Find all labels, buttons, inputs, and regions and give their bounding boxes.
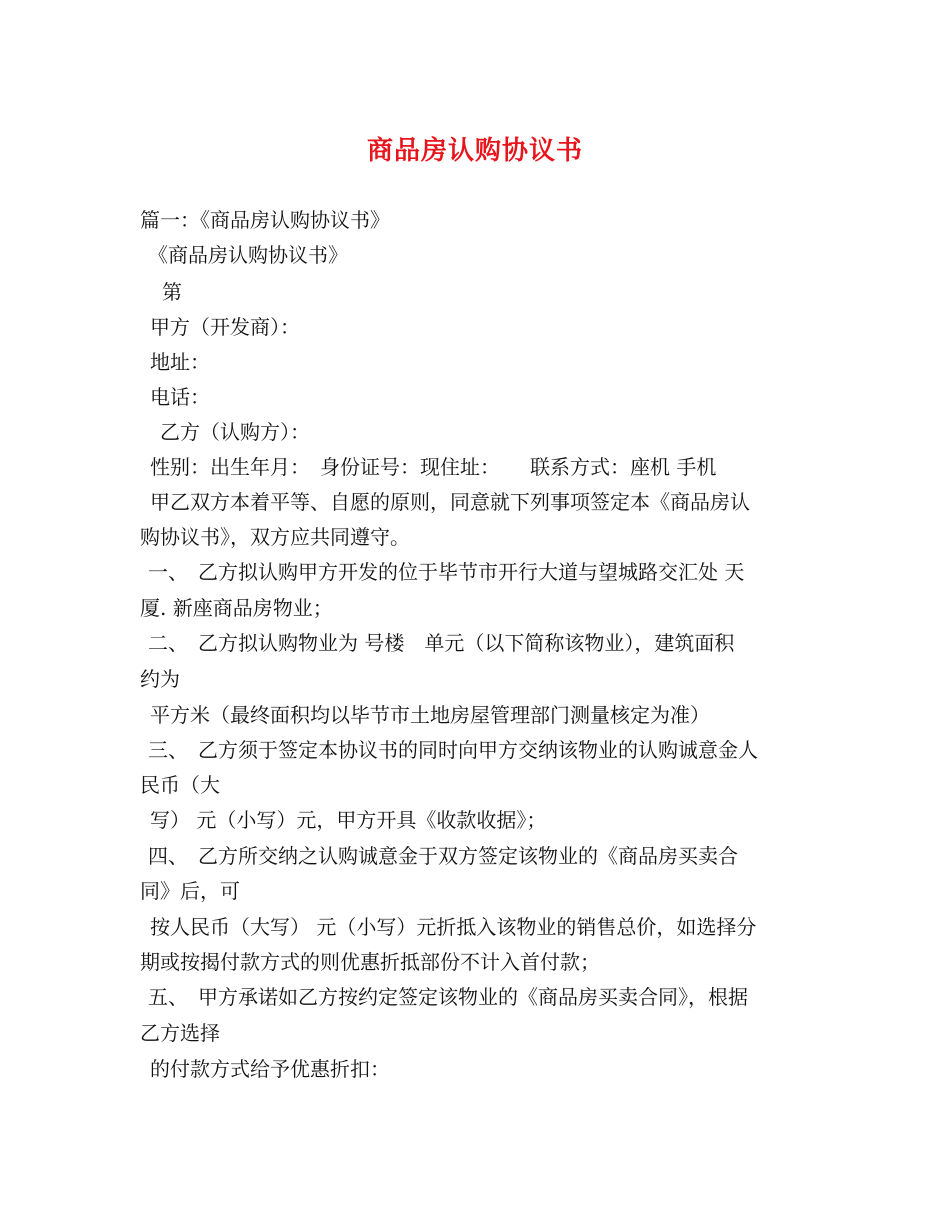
text-line: 甲乙双方本着平等、自愿的原则，同意就下列事项签定本《商品房认 — [150, 490, 750, 514]
text-line: 写） 元（小写）元，甲方开具《收款收据》； — [150, 808, 547, 832]
text-line: 五、 甲方承诺如乙方按约定签定该物业的《商品房买卖合同》，根据 — [148, 985, 748, 1009]
text-line: 甲方（开发商）： — [150, 315, 300, 339]
text-line: 二、 乙方拟认购物业为 号楼 单元（以下简称该物业），建筑面积 — [148, 631, 735, 655]
text-line: 平方米（最终面积均以毕节市土地房屋管理部门测量核定为准） — [150, 703, 710, 727]
text-line: 期或按揭付款方式的则优惠折抵部份不计入首付款； — [140, 950, 600, 974]
text-line: 第 — [162, 280, 182, 304]
text-line: 一、 乙方拟认购甲方开发的位于毕节市开行大道与望城路交汇处 天 — [148, 560, 745, 584]
text-line: 约为 — [140, 667, 180, 691]
text-line: 乙方选择 — [140, 1021, 220, 1045]
text-line: 乙方（认购方）： — [160, 420, 310, 444]
text-line: 三、 乙方须于签定本协议书的同时向甲方交纳该物业的认购诚意金人 — [148, 738, 758, 762]
text-line: 四、 乙方所交纳之认购诚意金于双方签定该物业的《商品房买卖合 — [148, 844, 738, 868]
text-line: 的付款方式给予优惠折扣： — [150, 1057, 390, 1081]
text-line: 同》后，可 — [140, 879, 240, 903]
text-line: 厦. 新座商品房物业； — [140, 596, 333, 620]
text-line: 性别：出生年月： 身份证号：现住址： 联系方式：座机 手机 — [150, 455, 717, 479]
text-line: 电话： — [150, 385, 210, 409]
text-line: 地址： — [150, 350, 210, 374]
document-title: 商品房认购协议书 — [366, 136, 583, 166]
text-line: 民币（大 — [140, 773, 220, 797]
text-line: 购协议书》，双方应共同遵守。 — [140, 525, 410, 549]
text-line: 《商品房认购协议书》 — [148, 243, 348, 267]
text-line: 篇一：《商品房认购协议书》 — [140, 208, 390, 232]
text-line: 按人民币（大写） 元（小写）元折抵入该物业的销售总价，如选择分 — [150, 915, 757, 939]
